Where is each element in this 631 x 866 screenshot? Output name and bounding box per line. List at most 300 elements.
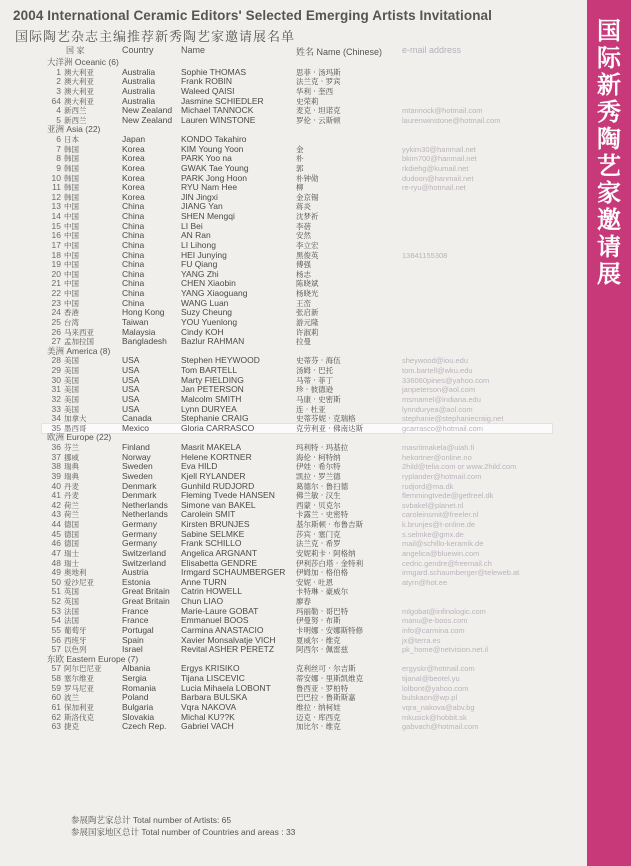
table-row [0, 308, 587, 318]
country: Sergia [122, 673, 147, 683]
country: Switzerland [122, 547, 166, 558]
country: USA [122, 384, 140, 395]
artist-name-chinese: 杨志 [296, 269, 311, 279]
artist-name: Kjell RYLANDER [181, 470, 246, 481]
artist-email: dudoon@hanmail.net [402, 173, 474, 183]
artist-email: tijanal@beotel.yu [402, 674, 460, 683]
artist-name: Revital ASHER PERETZ [181, 644, 275, 655]
artist-name-chinese: 鲁西亚 · 罗柏特 [296, 683, 349, 693]
artist-number: 4 [56, 105, 61, 116]
table-row [0, 491, 587, 501]
artist-name: Kirsten BRUNJES [181, 519, 250, 529]
country: USA [122, 355, 140, 366]
country: Sweden [122, 470, 153, 481]
artist-number: 60 [51, 692, 61, 703]
artist-name-chinese: 杨晓光 [296, 289, 319, 298]
artist-name-chinese: 麦克 · 坦诺克 [296, 106, 341, 116]
country-chinese: 韩国 [64, 192, 79, 202]
table-row [0, 405, 587, 415]
artist-name: YOU Yuenlong [181, 316, 238, 327]
country: Mexico [122, 422, 149, 433]
table-row [0, 145, 587, 155]
country: Norway [122, 451, 151, 462]
artist-number: 32 [51, 393, 61, 404]
side-banner-char: 国 [597, 17, 621, 45]
table-row [0, 135, 587, 145]
table-row [0, 68, 587, 78]
artist-name: Xavier Monsalvatje VICH [181, 634, 276, 645]
artist-name-chinese: 陈晓斌 [296, 279, 319, 289]
country-chinese: 瑞典 [64, 462, 79, 472]
artist-name: Cindy KOH [181, 326, 224, 337]
artist-email: 13841155308 [402, 250, 448, 260]
artist-email: flemmingtvede@getfreel.dk [402, 491, 494, 501]
artist-number: 48 [51, 557, 61, 568]
artist-name-chinese: 朴钟勋 [296, 173, 319, 183]
artist-email: bkim700@hanmail.net [402, 154, 477, 164]
artist-email: lynnduryea@aol.com [402, 404, 473, 414]
artist-name-chinese: 王峦 [296, 298, 311, 308]
country-chinese: 斯洛伐克 [64, 712, 94, 722]
table-row [0, 174, 587, 184]
country: Poland [122, 692, 149, 703]
artist-name: Michael TANNOCK [181, 105, 254, 116]
artist-name-chinese: 克劳利亚 · 佛南达斯 [296, 423, 364, 433]
side-banner-char: 秀 [597, 98, 621, 126]
artist-number: 14 [51, 211, 61, 221]
country-chinese: 孟加拉国 [64, 337, 94, 347]
artist-name-chinese: 拉曼 [296, 337, 311, 347]
artist-number: 23 [51, 297, 61, 308]
artist-email: mkusick@hobbit.sk [402, 712, 467, 722]
artist-name-chinese: 伊利莎白塔 · 金特利 [296, 558, 364, 568]
region-heading [0, 125, 587, 135]
country-chinese: 美国 [64, 394, 79, 404]
side-banner-char: 际 [597, 44, 621, 72]
country-chinese: 葡萄牙 [64, 625, 87, 635]
artist-email: mlgobat@infinologic.com [402, 606, 486, 616]
country: Germany [122, 538, 157, 549]
country-chinese: 中国 [64, 298, 79, 308]
side-banner-char: 新 [597, 71, 621, 99]
table-row [0, 279, 587, 289]
artist-number: 43 [51, 509, 61, 520]
table-row [0, 616, 587, 626]
country: USA [122, 393, 140, 404]
artist-name: RYU Nam Hee [181, 182, 238, 193]
artist-name-chinese: 朴 [296, 154, 304, 164]
artist-email: tom.bartell@wku.edu [402, 366, 473, 375]
artist-name-chinese: 基尔斯顿 · 布鲁吉斯 [296, 520, 364, 529]
country: China [122, 297, 145, 308]
country: Czech Rep. [122, 721, 167, 732]
artist-email: jx@terra.es [402, 635, 441, 645]
artist-email: ergyskr@hotmail.com [402, 664, 475, 674]
artist-name: Simone van BAKEL [181, 499, 256, 510]
artist-email: irmgard.schaumberger@teleweb.at [402, 568, 520, 578]
country-chinese: 中国 [64, 279, 79, 289]
table-row [0, 703, 587, 713]
artist-number: 13 [51, 201, 61, 212]
table-row [0, 693, 587, 703]
artist-number: 29 [51, 365, 61, 375]
artist-email: ryplander@hotmail.com [402, 471, 482, 481]
artist-name: Stephen HEYWOOD [181, 355, 260, 366]
artist-number: 30 [51, 374, 61, 385]
country: France [122, 615, 149, 626]
artist-number: 38 [51, 461, 61, 472]
table-row [0, 587, 587, 597]
artist-number: 7 [56, 143, 61, 154]
country: Sweden [122, 461, 153, 472]
artist-name: CHEN Xiaobin [181, 278, 236, 289]
country-chinese: 丹麦 [64, 481, 79, 491]
artist-name: Waleed QAISI [181, 85, 235, 96]
country: Australia [122, 76, 156, 87]
artist-number: 39 [51, 470, 61, 481]
country: Austria [122, 567, 149, 578]
country-chinese: 美国 [64, 404, 79, 414]
artist-name-chinese: 伊姆加 · 格伯格 [296, 568, 349, 578]
artist-name: HEI Junying [181, 249, 227, 260]
country: Finland [122, 442, 150, 452]
artist-name-chinese: 李蓓 [296, 221, 311, 231]
table-row [0, 376, 587, 386]
table-row [0, 356, 587, 366]
artist-name-chinese: 玛丽勒 · 哥巴特 [296, 606, 349, 616]
artist-number: 11 [52, 182, 61, 193]
table-row [0, 443, 587, 453]
artist-name: Angelica ARGNANT [181, 547, 258, 558]
artist-email: rkdiehg@kumail.net [402, 163, 469, 173]
header-country: Country [122, 45, 154, 55]
table-row [0, 674, 587, 684]
artist-name-chinese: 黑俊英 [296, 250, 319, 260]
artist-name-chinese: 法兰克 · 罗宾 [296, 77, 341, 87]
artist-name: Tom BARTELL [181, 365, 238, 375]
artist-number: 45 [51, 528, 61, 539]
artist-number: 6 [56, 134, 61, 144]
country: China [122, 239, 145, 250]
country: China [122, 249, 145, 260]
artist-number: 52 [51, 596, 61, 606]
artist-number: 24 [51, 307, 61, 318]
header-email: e-mail address [402, 45, 462, 55]
country-chinese: 中国 [64, 260, 79, 270]
country-chinese: 芬兰 [64, 443, 79, 452]
country: New Zealand [122, 114, 173, 125]
country-chinese: 奥地利 [64, 568, 87, 578]
artist-number: 57 [51, 644, 61, 655]
artist-number: 1 [56, 66, 61, 77]
artist-name: Lynn DURYEA [181, 403, 237, 414]
artist-name-chinese: 迈克 · 库西克 [296, 712, 341, 722]
artist-number: 61 [51, 701, 61, 712]
side-banner-char: 邀 [597, 206, 621, 234]
artist-name: WANG Luan [181, 297, 229, 308]
country-chinese: 荷兰 [64, 510, 79, 520]
table-row [0, 482, 587, 492]
artist-name: Tijana LISCEVIC [181, 673, 245, 683]
artist-number: 25 [51, 316, 61, 327]
header-name-chinese: 姓名 Name (Chinese) [296, 47, 383, 57]
country: Switzerland [122, 557, 166, 568]
table-row [0, 251, 587, 261]
artist-email: janpeterson@aol.com [402, 385, 476, 395]
country: Netherlands [122, 509, 168, 520]
artist-name-chinese: 海伦 · 柯特纳 [296, 452, 341, 462]
artist-email: bulskaon@wp.pl [402, 693, 458, 703]
country: USA [122, 365, 140, 375]
artist-name: Lucia Mihaela LOBONT [181, 682, 271, 693]
region-label: 亚洲 Asia (22) [47, 124, 101, 135]
table-row [0, 193, 587, 203]
artist-number: 31 [51, 384, 61, 395]
country-chinese: 澳大利亚 [64, 67, 94, 77]
artist-number: 34 [51, 413, 61, 424]
artist-email: angelica@bluewin.com [402, 548, 480, 558]
country-chinese: 中国 [64, 250, 79, 260]
artist-name: JIANG Yan [181, 201, 223, 212]
artist-number: 9 [56, 162, 61, 173]
artist-name-chinese: 玛利特 · 玛基拉 [296, 443, 349, 452]
artist-email: gabvach@hotmail.com [402, 722, 479, 732]
artist-number: 46 [51, 538, 61, 549]
country: China [122, 268, 145, 279]
country-chinese: 瑞典 [64, 471, 79, 481]
artist-number: 64 [51, 95, 61, 106]
artist-name: Lauren WINSTONE [181, 114, 256, 125]
country-chinese: 澳大利亚 [64, 96, 94, 106]
country: Denmark [122, 480, 157, 491]
artist-email: stephanie@stephaniecraig.net [402, 414, 504, 424]
artist-number: 8 [56, 153, 61, 164]
artist-name-chinese: 沈梦祈 [296, 212, 319, 221]
artist-name-chinese: 华利 · 奎西 [296, 86, 334, 96]
artist-list [0, 58, 587, 732]
artist-name: Gloria CARRASCO [181, 422, 255, 433]
country: Great Britain [122, 586, 170, 597]
side-banner-char: 展 [597, 260, 621, 288]
country-chinese: 新西兰 [64, 115, 87, 125]
artist-name-chinese: 加比尔 · 维克 [296, 722, 341, 732]
country-chinese: 以色列 [64, 645, 87, 655]
side-banner-char: 陶 [597, 125, 621, 153]
artist-number: 51 [51, 586, 61, 597]
footer-total-countries: 参展国家地区总计 Total number of Countries and areas : 33 [71, 827, 296, 837]
artist-number: 10 [51, 172, 61, 183]
country: Germany [122, 519, 157, 529]
artist-email: manu@e-boos.com [402, 616, 468, 626]
artist-name: Helene KORTNER [181, 451, 252, 462]
artist-name: SHEN Mengqi [181, 211, 235, 221]
country-chinese: 罗马尼亚 [64, 683, 94, 693]
side-banner-char: 艺 [597, 152, 621, 180]
side-banner-char: 请 [597, 233, 621, 261]
artist-name-chinese: 珍 · 彼德逊 [296, 385, 334, 395]
table-row [0, 164, 587, 174]
artist-number: 56 [51, 634, 61, 645]
country-chinese: 德国 [64, 520, 79, 529]
artist-number: 59 [51, 682, 61, 693]
country: Australia [122, 85, 156, 96]
country-chinese: 德国 [64, 539, 79, 549]
country: Australia [122, 95, 156, 106]
country-chinese: 捷克 [64, 722, 79, 732]
artist-name: Frank SCHILLO [181, 538, 242, 549]
artist-name: GWAK Tae Young [181, 162, 249, 173]
artist-name: Carmina ANASTACIO [181, 624, 264, 635]
artist-name: Suzy Cheung [181, 307, 233, 318]
artist-number: 47 [51, 547, 61, 558]
table-row [0, 106, 587, 116]
country-chinese: 荷兰 [64, 500, 79, 510]
country-chinese: 西班牙 [64, 635, 87, 645]
country: Bulgaria [122, 701, 154, 712]
country-chinese: 马来西亚 [64, 327, 94, 337]
country-chinese: 法国 [64, 616, 79, 626]
header-name: Name [181, 45, 206, 55]
country-chinese: 阿尔巴尼亚 [64, 664, 102, 674]
country-chinese: 波兰 [64, 693, 79, 703]
country: Great Britain [122, 596, 170, 606]
artist-name: LI Lihong [181, 239, 216, 250]
artist-number: 63 [51, 721, 61, 732]
artist-name: Jan PETERSON [181, 384, 244, 395]
artist-name: Gabriel VACH [181, 721, 234, 732]
artist-email: vqra_nakova@abv.bg [402, 702, 475, 712]
artist-email: 2hild@telia.com or www.2hild.com [402, 462, 517, 472]
artist-number: 16 [51, 230, 61, 241]
artist-name-chinese: 廖春 [296, 597, 311, 606]
country-chinese: 英国 [64, 597, 79, 606]
artist-email: mtannock@hotmail.com [402, 106, 483, 116]
table-row [0, 385, 587, 395]
artist-name: Catrin HOWELL [181, 586, 242, 597]
country: Taiwan [122, 316, 149, 327]
artist-number: 2 [56, 76, 61, 87]
table-row [0, 472, 587, 482]
artist-name: PARK Yoo na [181, 153, 232, 164]
artist-name-chinese: 罗伦 · 云斯顿 [296, 115, 341, 125]
artist-name: Sabine SELMKE [181, 528, 245, 539]
table-row [0, 202, 587, 212]
artist-email: cedric.gendre@freemail.ch [402, 558, 492, 568]
artist-name: Eva HILD [181, 461, 218, 472]
country: Australia [122, 66, 156, 77]
artist-name-chinese: 许淑莉 [296, 327, 319, 337]
country-chinese: 瑞士 [64, 558, 79, 568]
artist-email: k.brunjes@t-online.de [402, 520, 476, 529]
artist-number: 12 [51, 191, 61, 202]
table-row [0, 578, 587, 588]
region-label: 东欧 Eastern Europe (7) [47, 653, 139, 664]
artist-email: rudjord@ma.dk [402, 481, 454, 491]
table-row [0, 395, 587, 405]
table-row [0, 97, 587, 107]
artist-name-chinese: 阿西尔 · 佩雷兹 [296, 645, 349, 655]
table-row [0, 559, 587, 569]
artist-number: 40 [51, 480, 61, 491]
artist-number: 33 [51, 403, 61, 414]
artist-number: 41 [51, 490, 61, 501]
country: Estonia [122, 576, 151, 587]
table-row [0, 414, 587, 424]
artist-name: Irmgard SCHAUMBERGER [181, 567, 286, 578]
country: Romania [122, 682, 157, 693]
artist-email: lolbont@yahoo.com [402, 683, 469, 693]
country-chinese: 韩国 [64, 163, 79, 173]
country: China [122, 230, 145, 241]
country: Israel [122, 644, 143, 655]
table-row [0, 462, 587, 472]
country-chinese: 中国 [64, 269, 79, 279]
country-chinese: 美国 [64, 385, 79, 395]
table-row [0, 299, 587, 309]
artist-number: 57 [51, 663, 61, 674]
country: Korea [122, 162, 145, 173]
artist-number: 28 [51, 355, 61, 366]
country: Slovakia [122, 711, 155, 722]
region-heading [0, 433, 587, 443]
artist-number: 35 [51, 422, 61, 433]
artist-name-chinese: 史荣莉 [296, 96, 319, 106]
artist-name-chinese: 西蒙 · 贝克尔 [296, 500, 341, 510]
artist-number: 55 [51, 624, 61, 635]
table-row [0, 77, 587, 87]
artist-email: masritmakela@uiah.fi [402, 443, 475, 452]
country-chinese: 墨西哥 [64, 423, 87, 433]
artist-email: msmamel@indiana.edu [402, 394, 481, 404]
artist-name: Marie-Laure GOBAT [181, 605, 259, 616]
artist-name-chinese: 巴巴拉 · 鲁斯斯嘉 [296, 693, 356, 703]
country-chinese: 丹麦 [64, 491, 79, 501]
artist-name: Fleming Tvede HANSEN [181, 490, 275, 501]
artist-name-chinese: 蒋炎 [296, 202, 311, 212]
artist-email: hekortner@online.no [402, 452, 472, 462]
table-row [0, 530, 587, 540]
artist-number: 21 [51, 278, 61, 289]
artist-name-chinese: 金京锡 [296, 192, 319, 202]
region-heading [0, 58, 587, 68]
artist-number: 22 [51, 288, 61, 298]
artist-name-chinese: 夏威尔 · 维克 [296, 635, 341, 645]
country: China [122, 259, 145, 270]
artist-name-chinese: 游元隆 [296, 317, 319, 327]
country-chinese: 英国 [64, 587, 79, 597]
page-title-chinese: 国际陶艺杂志主编推荐新秀陶艺家邀请展名单 [15, 30, 296, 45]
country-chinese: 台湾 [64, 317, 79, 327]
table-row [0, 501, 587, 511]
artist-name-chinese: 柳 [296, 183, 304, 193]
table-row [0, 664, 587, 674]
table-row [0, 510, 587, 520]
table-row [0, 231, 587, 241]
artist-name: Michal KU??K [181, 711, 235, 722]
artist-name: Marty FIELDING [181, 374, 244, 385]
artist-name-chinese: 马蒂 · 菲丁 [296, 375, 334, 385]
artist-name-chinese: 安妮莉卡 · 阿格纳 [296, 548, 356, 558]
artist-name-chinese: 史蒂芬 · 海伍 [296, 356, 341, 366]
country: China [122, 220, 145, 231]
country: Korea [122, 153, 145, 164]
artist-name: YANG Xiaoguang [181, 288, 248, 298]
artist-number: 58 [51, 673, 61, 683]
page-title: 2004 International Ceramic Editors' Selected Emerging Artists Invitational [13, 8, 492, 23]
artist-number: 5 [56, 114, 61, 125]
footer-total-artists: 参展陶艺家总计 Total number of Artists: 65 [71, 815, 232, 825]
artist-name-chinese: 法兰克 · 希罗 [296, 539, 341, 549]
